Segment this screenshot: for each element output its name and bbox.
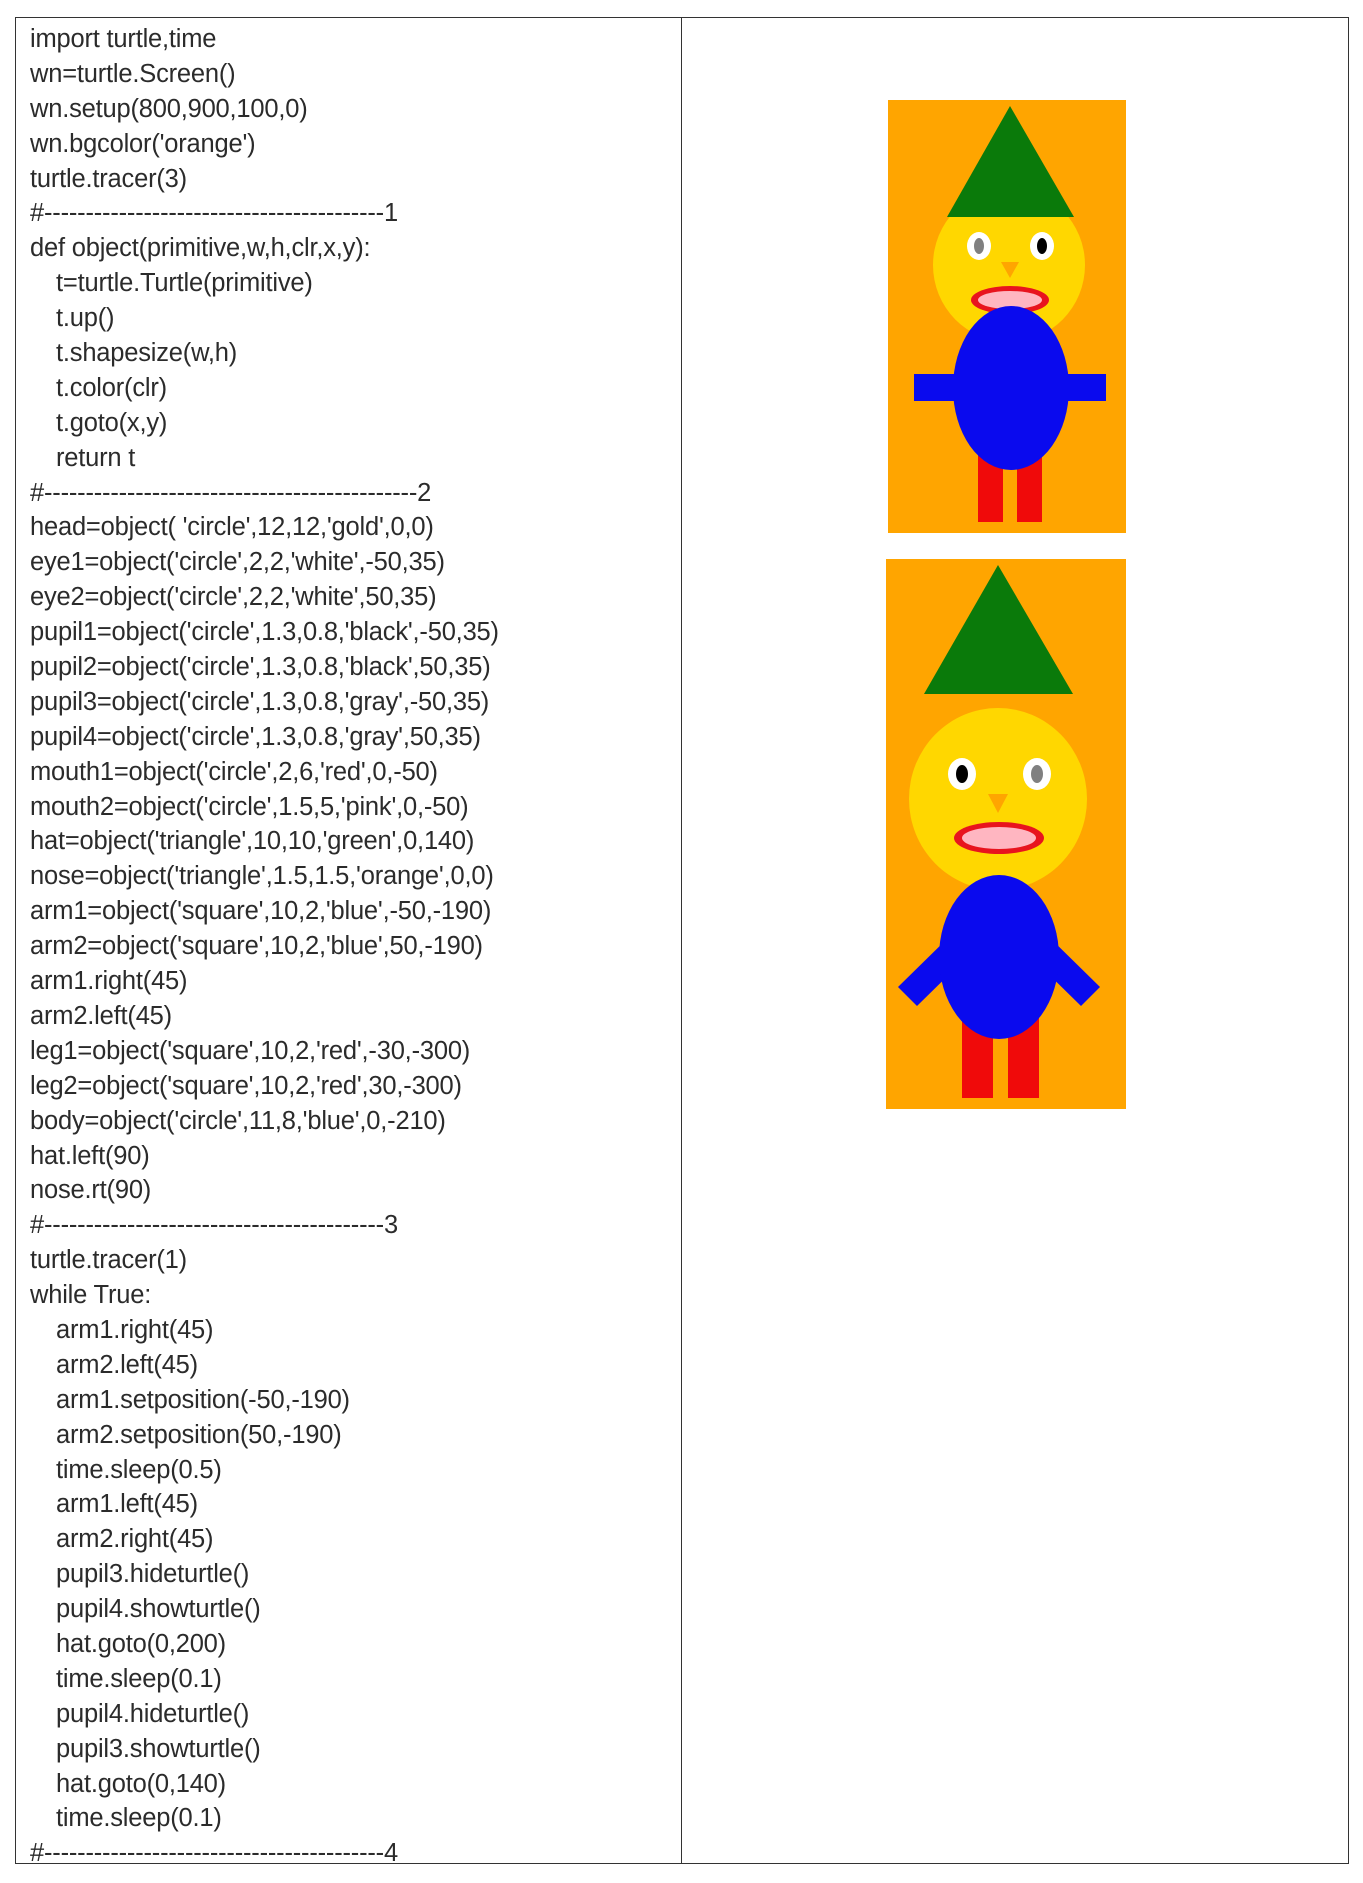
code-line: hat.goto(0,140) bbox=[56, 1769, 226, 1798]
code-line: time.sleep(0.5) bbox=[56, 1455, 222, 1484]
code-line: t.shapesize(w,h) bbox=[56, 339, 238, 368]
code-line: body=object('circle',11,8,'blue',0,-210) bbox=[30, 1106, 446, 1135]
code-line: #-----------------------------------------1 bbox=[30, 199, 398, 228]
code-line: pupil4.showturtle() bbox=[56, 1595, 261, 1624]
code-line: mouth2=object('circle',1.5,5,'pink',0,-50) bbox=[30, 792, 469, 821]
code-line: #-----------------------------------------3 bbox=[30, 1211, 398, 1240]
code-line: arm2.left(45) bbox=[56, 1350, 198, 1379]
code-line: wn.setup(800,900,100,0) bbox=[30, 94, 308, 123]
code-line: t=turtle.Turtle(primitive) bbox=[56, 269, 313, 298]
left-pupil bbox=[956, 765, 968, 783]
code-line: hat.left(90) bbox=[30, 1141, 150, 1170]
code-line: pupil1=object('circle',1.3,0.8,'black',-50,35) bbox=[30, 618, 499, 647]
figure-frame-2 bbox=[886, 559, 1126, 1109]
code-line: def object(primitive,w,h,clr,x,y): bbox=[30, 234, 371, 263]
code-line: return t bbox=[56, 443, 136, 472]
code-line: t.up() bbox=[56, 304, 115, 333]
code-line: leg2=object('square',10,2,'red',30,-300) bbox=[30, 1071, 462, 1100]
code-line: pupil3=object('circle',1.3,0.8,'gray',-50,35) bbox=[30, 687, 490, 716]
code-line: time.sleep(0.1) bbox=[56, 1804, 222, 1833]
code-line: turtle.tracer(3) bbox=[30, 164, 187, 193]
code-listing bbox=[16, 18, 682, 1868]
code-line: arm1.setposition(-50,-190) bbox=[56, 1385, 350, 1414]
code-line: time.sleep(0.1) bbox=[56, 1664, 222, 1693]
code-line: eye1=object('circle',2,2,'white',-50,35) bbox=[30, 548, 445, 577]
code-line: eye2=object('circle',2,2,'white',50,35) bbox=[30, 583, 437, 612]
code-line: t.goto(x,y) bbox=[56, 408, 168, 437]
code-line: turtle.tracer(1) bbox=[30, 1246, 187, 1275]
code-line: hat=object('triangle',10,10,'green',0,140) bbox=[30, 827, 475, 856]
code-line: arm1.right(45) bbox=[56, 1315, 214, 1344]
right-pupil bbox=[1031, 765, 1043, 783]
figure-column bbox=[682, 18, 1348, 1863]
code-line: wn=turtle.Screen() bbox=[30, 59, 236, 88]
code-line: arm2.left(45) bbox=[30, 1001, 172, 1030]
code-line: arm1.left(45) bbox=[56, 1490, 198, 1519]
code-line: arm1=object('square',10,2,'blue',-50,-190) bbox=[30, 897, 492, 926]
code-line: pupil2=object('circle',1.3,0.8,'black',50,35) bbox=[30, 653, 491, 682]
code-line: while True: bbox=[30, 1281, 152, 1310]
code-line: t.color(clr) bbox=[56, 373, 167, 402]
code-line: #-----------------------------------------4 bbox=[30, 1839, 398, 1868]
code-line: #---------------------------------------------2 bbox=[30, 478, 432, 507]
code-line: arm1.right(45) bbox=[30, 967, 188, 996]
code-line: leg1=object('square',10,2,'red',-30,-300) bbox=[30, 1036, 471, 1065]
mouth-inner bbox=[962, 827, 1036, 849]
document-frame bbox=[15, 17, 1349, 1868]
body bbox=[953, 306, 1069, 470]
code-line: head=object( 'circle',12,12,'gold',0,0) bbox=[30, 513, 434, 542]
left-pupil bbox=[974, 238, 984, 254]
code-line: mouth1=object('circle',2,6,'red',0,-50) bbox=[30, 757, 438, 786]
code-line: pupil4.hideturtle() bbox=[56, 1699, 250, 1728]
code-line: nose.rt(90) bbox=[30, 1176, 152, 1205]
code-line: arm2.setposition(50,-190) bbox=[56, 1420, 342, 1449]
code-line: nose=object('triangle',1.5,1.5,'orange',0,0) bbox=[30, 862, 494, 891]
code-line: wn.bgcolor('orange') bbox=[30, 129, 256, 158]
code-line: arm2=object('square',10,2,'blue',50,-190) bbox=[30, 932, 483, 961]
right-pupil bbox=[1037, 238, 1047, 254]
figure-frame-1 bbox=[888, 100, 1126, 533]
code-line: hat.goto(0,200) bbox=[56, 1629, 226, 1658]
code-line: pupil3.showturtle() bbox=[56, 1734, 261, 1763]
code-line: import turtle,time bbox=[30, 25, 217, 53]
code-line: arm2.right(45) bbox=[56, 1525, 214, 1554]
body bbox=[939, 875, 1059, 1039]
code-line: pupil3.hideturtle() bbox=[56, 1560, 250, 1589]
code-line: pupil4=object('circle',1.3,0.8,'gray',50,35) bbox=[30, 722, 481, 751]
